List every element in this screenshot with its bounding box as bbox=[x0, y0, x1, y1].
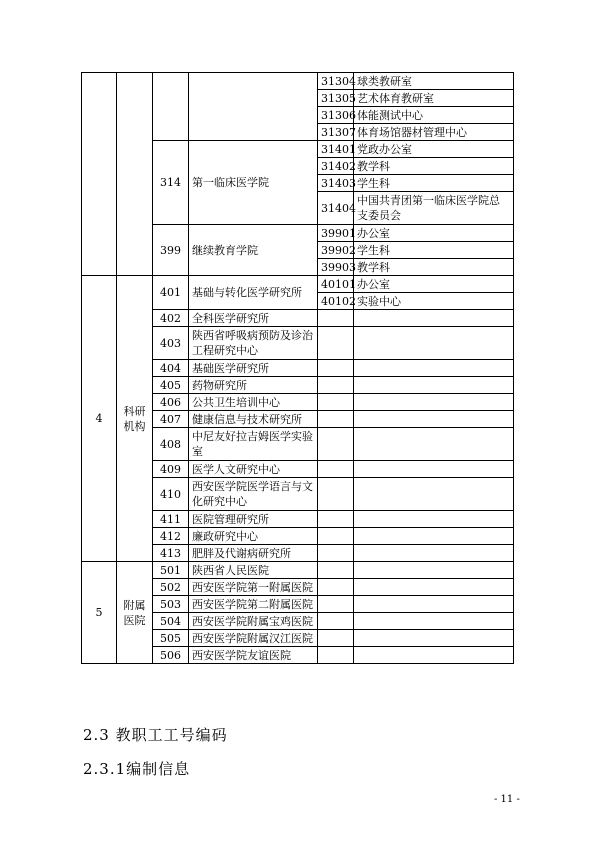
sub-unit-name bbox=[354, 511, 514, 528]
sub-unit-code bbox=[318, 461, 354, 478]
sub-unit-code: 40102 bbox=[318, 293, 354, 310]
sub-unit-name bbox=[354, 528, 514, 545]
unit-code: 505 bbox=[153, 630, 189, 647]
sub-unit-name: 办公室 bbox=[354, 276, 514, 293]
sub-unit-code: 31307 bbox=[318, 124, 354, 141]
table-row bbox=[82, 73, 514, 90]
category-index: 5 bbox=[82, 562, 117, 664]
sub-unit-name: 实验中心 bbox=[354, 293, 514, 310]
sub-unit-name: 球类教研室 bbox=[354, 73, 514, 90]
org-code-table bbox=[81, 72, 514, 664]
unit-name: 药物研究所 bbox=[189, 377, 318, 394]
sub-unit-name bbox=[354, 613, 514, 630]
sub-unit-code bbox=[318, 579, 354, 596]
unit-code: 406 bbox=[153, 394, 189, 411]
unit-code: 503 bbox=[153, 596, 189, 613]
unit-name: 西安医学院第一附属医院 bbox=[189, 579, 318, 596]
section-heading-2-3: 2.3 教职工工号编码 bbox=[83, 726, 228, 744]
category-index bbox=[82, 73, 117, 276]
sub-unit-code: 31306 bbox=[318, 107, 354, 124]
unit-name: 陕西省呼吸病预防及诊治工程研究中心 bbox=[189, 327, 318, 360]
page-number: - 11 - bbox=[494, 794, 520, 805]
sub-unit-code bbox=[318, 545, 354, 562]
sub-unit-name: 学生科 bbox=[354, 175, 514, 192]
unit-name: 肥胖及代谢病研究所 bbox=[189, 545, 318, 562]
unit-name: 西安医学院附属宝鸡医院 bbox=[189, 613, 318, 630]
sub-unit-code: 31403 bbox=[318, 175, 354, 192]
sub-unit-name: 中国共青团第一临床医学院总支委员会 bbox=[354, 192, 514, 225]
sub-unit-name bbox=[354, 579, 514, 596]
category-name: 附属医院 bbox=[117, 562, 153, 664]
sub-unit-code: 31401 bbox=[318, 141, 354, 158]
sub-unit-name bbox=[354, 647, 514, 664]
sub-unit-code: 31404 bbox=[318, 192, 354, 225]
category-name: 科研机构 bbox=[117, 276, 153, 562]
sub-unit-code: 39901 bbox=[318, 225, 354, 242]
sub-unit-code: 39903 bbox=[318, 259, 354, 276]
sub-unit-name bbox=[354, 377, 514, 394]
unit-code: 399 bbox=[153, 225, 189, 276]
sub-unit-name: 教学科 bbox=[354, 158, 514, 175]
unit-name: 医院管理研究所 bbox=[189, 511, 318, 528]
unit-name: 西安医学院第二附属医院 bbox=[189, 596, 318, 613]
sub-unit-code: 31402 bbox=[318, 158, 354, 175]
sub-unit-code bbox=[318, 394, 354, 411]
sub-unit-name bbox=[354, 562, 514, 579]
table-row bbox=[82, 562, 514, 579]
sub-unit-name: 体能测试中心 bbox=[354, 107, 514, 124]
sub-unit-name bbox=[354, 461, 514, 478]
unit-code: 404 bbox=[153, 360, 189, 377]
unit-name: 西安医学院附属汉江医院 bbox=[189, 630, 318, 647]
sub-unit-name: 学生科 bbox=[354, 242, 514, 259]
sub-unit-code bbox=[318, 327, 354, 360]
unit-name: 廉政研究中心 bbox=[189, 528, 318, 545]
unit-code: 409 bbox=[153, 461, 189, 478]
unit-code: 413 bbox=[153, 545, 189, 562]
sub-unit-code: 31304 bbox=[318, 73, 354, 90]
sub-unit-code bbox=[318, 613, 354, 630]
sub-unit-name: 办公室 bbox=[354, 225, 514, 242]
sub-unit-name bbox=[354, 394, 514, 411]
unit-name: 医学人文研究中心 bbox=[189, 461, 318, 478]
unit-name: 健康信息与技术研究所 bbox=[189, 411, 318, 428]
sub-unit-name bbox=[354, 411, 514, 428]
unit-name: 基础医学研究所 bbox=[189, 360, 318, 377]
unit-name: 公共卫生培训中心 bbox=[189, 394, 318, 411]
unit-name bbox=[189, 73, 318, 141]
org-code-table-body bbox=[82, 73, 514, 664]
unit-name: 西安医学院医学语言与文化研究中心 bbox=[189, 478, 318, 511]
sub-unit-code bbox=[318, 647, 354, 664]
unit-name: 全科医学研究所 bbox=[189, 310, 318, 327]
unit-code: 410 bbox=[153, 478, 189, 511]
unit-name: 陕西省人民医院 bbox=[189, 562, 318, 579]
sub-unit-name: 艺术体育教研室 bbox=[354, 90, 514, 107]
category-name bbox=[117, 73, 153, 276]
sub-unit-name: 党政办公室 bbox=[354, 141, 514, 158]
unit-code: 314 bbox=[153, 141, 189, 225]
unit-code: 408 bbox=[153, 428, 189, 461]
sub-unit-code: 31305 bbox=[318, 90, 354, 107]
section-heading-2-3-1: 2.3.1编制信息 bbox=[83, 760, 191, 778]
unit-name: 继续教育学院 bbox=[189, 225, 318, 276]
unit-code: 412 bbox=[153, 528, 189, 545]
unit-code: 401 bbox=[153, 276, 189, 310]
unit-code: 501 bbox=[153, 562, 189, 579]
unit-name: 西安医学院友谊医院 bbox=[189, 647, 318, 664]
sub-unit-name bbox=[354, 630, 514, 647]
unit-code bbox=[153, 73, 189, 141]
sub-unit-code: 40101 bbox=[318, 276, 354, 293]
sub-unit-name bbox=[354, 545, 514, 562]
unit-code: 405 bbox=[153, 377, 189, 394]
sub-unit-name bbox=[354, 327, 514, 360]
sub-unit-code bbox=[318, 377, 354, 394]
sub-unit-code bbox=[318, 630, 354, 647]
unit-code: 403 bbox=[153, 327, 189, 360]
sub-unit-code bbox=[318, 411, 354, 428]
unit-name: 中尼友好拉吉姆医学实验室 bbox=[189, 428, 318, 461]
sub-unit-name: 教学科 bbox=[354, 259, 514, 276]
unit-name: 基础与转化医学研究所 bbox=[189, 276, 318, 310]
sub-unit-code bbox=[318, 478, 354, 511]
sub-unit-name bbox=[354, 478, 514, 511]
category-index: 4 bbox=[82, 276, 117, 562]
sub-unit-name bbox=[354, 360, 514, 377]
unit-code: 411 bbox=[153, 511, 189, 528]
sub-unit-name bbox=[354, 596, 514, 613]
sub-unit-code bbox=[318, 562, 354, 579]
sub-unit-code bbox=[318, 310, 354, 327]
unit-code: 502 bbox=[153, 579, 189, 596]
sub-unit-code bbox=[318, 428, 354, 461]
sub-unit-code bbox=[318, 511, 354, 528]
sub-unit-name bbox=[354, 428, 514, 461]
unit-code: 504 bbox=[153, 613, 189, 630]
unit-name: 第一临床医学院 bbox=[189, 141, 318, 225]
sub-unit-name bbox=[354, 310, 514, 327]
unit-code: 506 bbox=[153, 647, 189, 664]
table-row bbox=[82, 276, 514, 293]
sub-unit-code bbox=[318, 528, 354, 545]
unit-code: 402 bbox=[153, 310, 189, 327]
sub-unit-name: 体育场馆器材管理中心 bbox=[354, 124, 514, 141]
sub-unit-code bbox=[318, 360, 354, 377]
sub-unit-code: 39902 bbox=[318, 242, 354, 259]
unit-code: 407 bbox=[153, 411, 189, 428]
sub-unit-code bbox=[318, 596, 354, 613]
